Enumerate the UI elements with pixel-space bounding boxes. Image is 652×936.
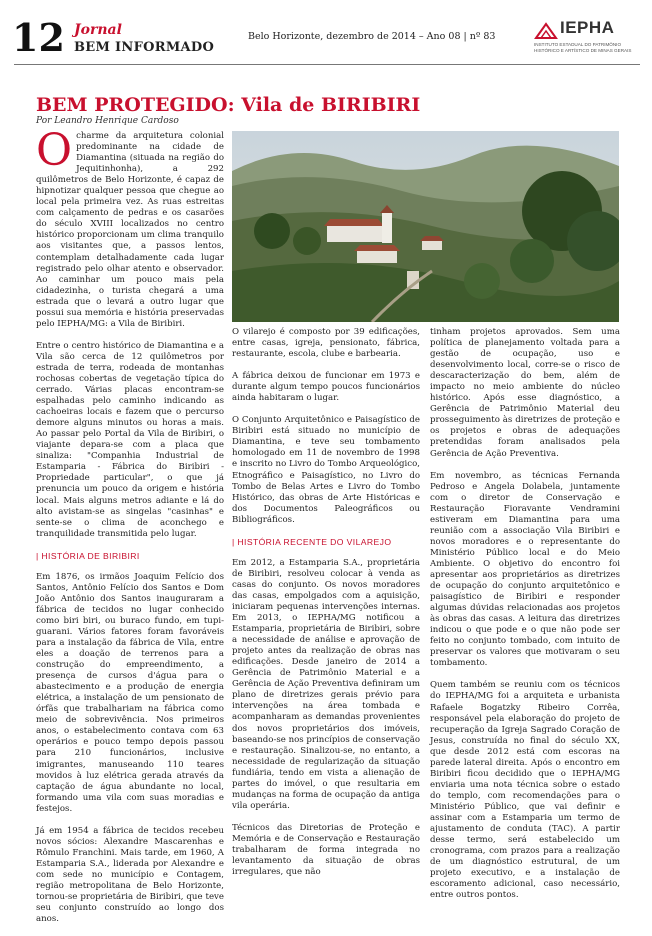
paragraph: Em 2012, a Estamparia S.A., proprietária de Biribiri, resolveu colocar à venda as casas do conjunto. Os novos moradores das casas, empolgados com a aquisição, iniciaram pequenas intervenções internas. Em 2013, o IEPHA/MG notificou a Estamparia, proprietária de Biribiri, sobre a necessidade de análise e aprovação de projeto antes da realização de obras nas edificações. Desde janeiro de 2014 a Gerência de Patrimônio Material e a Gerência de Ação Preventiva definiram um plano de diretrizes gerais prévio para intervenções na área tombada e acompanharam as demandas provenientes dos novos proprietários dos imóveis, baseando-se nos princípios de conservação e restauração. Sinalizou-se, no entanto, a necessidade de regularização da situação fundiária, tendo em vista a alienação de partes do imóvel, o que resultaria em mudanças na forma de ocupação da antiga vila operária. — [232, 557, 420, 811]
paragraph: Em 1876, os irmãos Joaquim Felício dos Santos, Antônio Felício dos Santos e Dom João Antônio dos Santos inauguraram a fábrica de tecidos no lugar conhecido como biri biri, ou buraco fundo, em tupi-guarani. Vários fatores foram favoráveis para a instalação da fábrica de Vila, entre eles a doação de terrenos para a construção do empreendimento, a presença de cursos d'água para o abastecimento e a produção de energia elétrica, a instalação de um pensionato de órfãs que trabalhariam na fábrica como meio de sobrevivência. Nos primeiros anos, o estabelecimento contava com 63 operários e pouco tempo depois passou para 210 funcionários, inclusive imigrantes, manuseando 110 teares movidos à luz elétrica gerada através da captação de água abundante no local, formando uma vila com suas moradias e festejos. — [36, 571, 224, 814]
paragraph: Entre o centro histórico de Diamantina e a Vila são cerca de 12 quilômetros por estrada de terra, rodeada de montanhas rochosas cobertas de vegetação típica do cerrado. Várias placas encontram-se espalhadas pelo caminho indicando as cachoeiras locais e fazem que o percurso demore alguns minutos ou horas a mais. Ao passar pelo Portal da Vila de Biribiri, o viajante depara-se com a placa que sinaliza: "Companhia Industrial de Estamparia - Fábrica do Biribiri - Propriedade particular", o que já prenuncia um pouco da origem e história local. Mais alguns metros adiante e lá do alto avistam-se as singelas "casinhas" e sente-se o clima de aconchego e tranquilidade transmitida pelo lugar. — [36, 340, 224, 539]
article-column-2 — [232, 327, 420, 889]
page-number: 12 — [12, 15, 65, 60]
article-column-3 — [430, 327, 620, 912]
dateline: Belo Horizonte, dezembro de 2014 – Ano 08 | nº 83 — [248, 31, 496, 42]
logo-name: IEPHA — [560, 18, 615, 37]
iepha-logo-icon — [534, 22, 558, 40]
paragraph: tinham projetos aprovados. Sem uma política de planejamento voltada para a gestão de ocupação, uso e desenvolvimento local, corre-se o risco de descaracterização do bem, além de impacto no meio ambiente do núcleo histórico. Após esse diagnóstico, a Gerência de Patrimônio Material deu prosseguimento às diretrizes de proteção e os projetos e obras de adequações pretendidas foram analisados pela Gerência de Ação Preventiva. — [430, 327, 620, 459]
paragraph: Técnicos das Diretorias de Proteção e Memória e de Conservação e Restauração trabalharam de forma integrada no levantamento da situação de obras irregulares, que não — [232, 822, 420, 878]
header-rule — [14, 64, 640, 65]
section-title: BEM INFORMADO — [74, 40, 215, 55]
paragraph: O vilarejo é composto por 39 edificações, entre casas, igreja, pensionato, fábrica, restaurante, escola, clube e barbearia. — [232, 327, 420, 360]
subhead-history: | HISTÓRIA DE BIRIBIRI — [36, 550, 140, 561]
paragraph: Já em 1954 a fábrica de tecidos recebeu novos sócios: Alexandre Mascarenhas e Rômulo Franchini. Mais tarde, em 1960, A Estamparia S.A., liderada por Alexandre e com sede no município e Contagem, região metropolitana de Belo Horizonte, tornou-se proprietária de Biribiri, que teve seu conjunto construído ao longo dos anos. — [36, 825, 224, 925]
paragraph: Em novembro, as técnicas Fernanda Pedroso e Angela Dolabela, juntamente com o diretor de Conservação e Restauração Fioravante Vendramini estiveram em Diamantina para uma reunião com a associação Vila Biribiri e novos moradores e o representante do Ministério Público local e do Meio Ambiente. O objetivo do encontro foi apresentar aos proprietários as diretrizes de ocupação do conjunto arquitetônico e paisagístico de Biribiri e responder algumas dúvidas relacionadas aos projetos às obras das casas. A leitura das diretrizes indicou o que pode e o que não pode ser feito no conjunto tombado, com intuito de preservar os valores que motivaram o seu tombamento. — [430, 470, 620, 669]
article-column-1 — [36, 125, 224, 936]
iepha-logo — [534, 18, 644, 60]
paragraph: A fábrica deixou de funcionar em 1973 e durante algum tempo poucos funcionários ainda habitaram o lugar. — [232, 371, 420, 404]
paragraph — [36, 125, 224, 330]
biribiri-photo — [232, 131, 619, 322]
subhead-recent-history: | HISTÓRIA RECENTE DO VILAREJO — [232, 536, 392, 547]
article-title: BEM PROTEGIDO: Vila de BIRIBIRI — [36, 94, 421, 116]
landscape-image — [232, 131, 619, 322]
paragraph: Quem também se reuniu com os técnicos do IEPHA/MG foi a arquiteta e urbanista Rafaele Bogatzky Ribeiro Corrêa, responsável pela elaboração do projeto de recuperação da Igreja Sagrado Coração de Jesus, construída no final do século XX, que desde 2012 está com escoras na parede lateral direita. Após o encontro em Biribiri ficou decidido que o IEPHA/MG enviaria uma nota técnica sobre o estado do templo, com recomendações para o Ministério Público, que vai definir e assinar com a Estamparia um termo de ajustamento de conduta (TAC). A partir desse termo, será estabelecido um cronograma, com prazos para a realização de um diagnóstico estrutural, de um projeto executivo, e a instalação de escoramento adicional, caso necessário, entre outros pontos. — [430, 680, 620, 901]
paragraph-text: charme da arquitetura colonial predominante na cidade de Diamantina (situada na região do Jequitinhonha), a 292 quilômetros de Belo Horizonte, é capaz de hipnotizar qualquer pessoa que chegue ao local pela primeira vez. As ruas estreitas com calçamento de pedras e os casarões do século XVIII localizados no centro histórico proporcionam um clima tranquilo aos visitantes que, a passos lentos, contemplam detalhadamente cada lugar registrado pelo olhar atento e observador. Ao caminhar um pouco mais pela cidadezinha, o turista chegará a uma estrada que o levará a outro lugar que possui sua memória e história preservadas pelo IEPHA/MG: a Vila de Biribiri. — [36, 131, 224, 329]
drop-cap: O — [36, 125, 73, 176]
logo-subtitle: INSTITUTO ESTADUAL DO PATRIMÔNIO HISTÓRICO E ARTÍSTICO DE MINAS GERAIS — [534, 42, 632, 53]
article-byline: Por Leandro Henrique Cardoso — [36, 116, 179, 126]
section-kicker: Jornal — [74, 22, 122, 38]
paragraph: O Conjunto Arquitetônico e Paisagístico de Biribiri está situado no município de Diamantina, e teve seu tombamento homologado em 11 de novembro de 1998 e inscrito no Livro do Tombo Arqueológico, Etnográfico e Paisagístico, no Livro do Tombo de Belas Artes e Livro do Tombo Histórico, das obras de Arte Históricas e dos Documentos Paleográficos ou Bibliográficos. — [232, 415, 421, 525]
